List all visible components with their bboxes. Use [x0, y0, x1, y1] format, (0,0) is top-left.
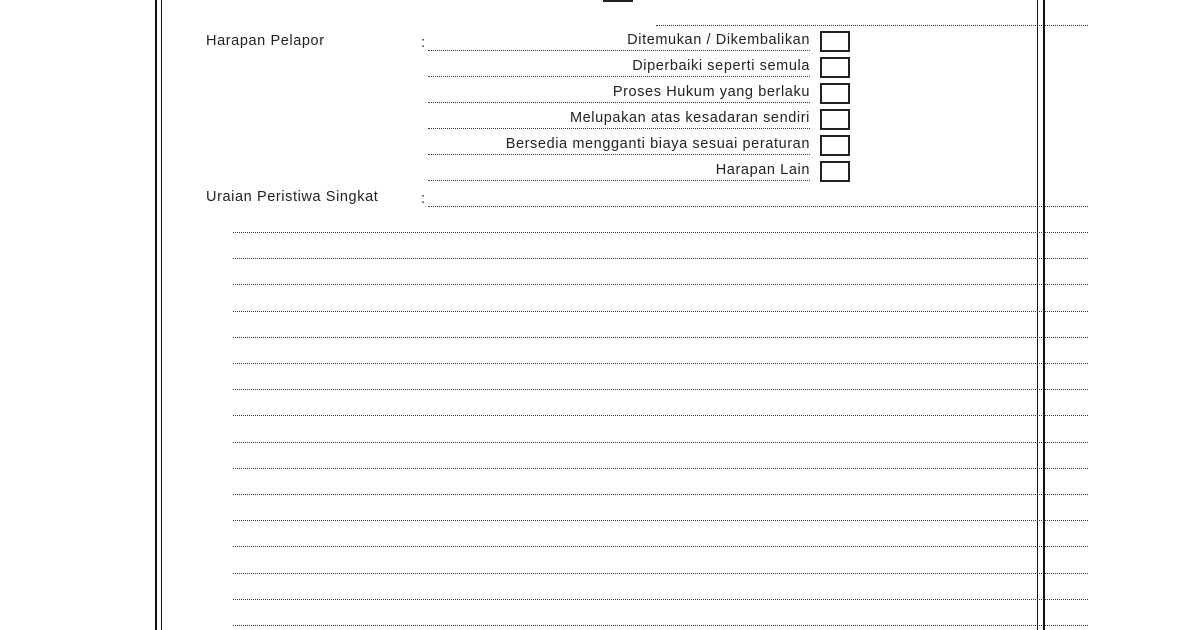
uraian-writing-line[interactable]: [233, 599, 1088, 600]
uraian-writing-line[interactable]: [233, 442, 1088, 443]
harapan-pelapor-label: Harapan Pelapor: [206, 33, 325, 49]
option-mengganti-biaya-label: Bersedia mengganti biaya sesuai peraturan: [505, 136, 810, 152]
harapan-pelapor-colon: :: [421, 35, 426, 51]
uraian-writing-line[interactable]: [233, 311, 1088, 312]
uraian-writing-line[interactable]: [233, 573, 1088, 574]
uraian-writing-line[interactable]: [233, 258, 1088, 259]
harapan-fill-line[interactable]: [428, 50, 810, 51]
uraian-writing-line[interactable]: [233, 546, 1088, 547]
uraian-writing-line[interactable]: [233, 520, 1088, 521]
uraian-writing-line[interactable]: [233, 494, 1088, 495]
harapan-fill-line[interactable]: [428, 154, 810, 155]
uraian-peristiwa-label: Uraian Peristiwa Singkat: [206, 189, 379, 205]
uraian-writing-line[interactable]: [233, 468, 1088, 469]
frame-right-outer: [1043, 0, 1045, 630]
frame-left-outer: [155, 0, 157, 630]
uraian-first-line[interactable]: [428, 206, 1088, 207]
uraian-writing-line[interactable]: [233, 625, 1088, 626]
uraian-writing-line[interactable]: [233, 363, 1088, 364]
harapan-fill-line[interactable]: [428, 128, 810, 129]
harapan-fill-line[interactable]: [428, 76, 810, 77]
harapan-fill-line[interactable]: [428, 102, 810, 103]
option-diperbaiki-label: Diperbaiki seperti semula: [632, 58, 810, 74]
option-melupakan-checkbox[interactable]: [820, 109, 850, 130]
uraian-writing-line[interactable]: [233, 389, 1088, 390]
top-checkbox[interactable]: [603, 0, 633, 2]
option-proses-hukum-checkbox[interactable]: [820, 83, 850, 104]
option-diperbaiki-checkbox[interactable]: [820, 57, 850, 78]
option-proses-hukum-label: Proses Hukum yang berlaku: [612, 84, 810, 100]
uraian-writing-line[interactable]: [233, 415, 1088, 416]
harapan-fill-line[interactable]: [428, 180, 810, 181]
option-mengganti-biaya-checkbox[interactable]: [820, 135, 850, 156]
top-fill-line-2[interactable]: [656, 25, 1088, 26]
uraian-peristiwa-colon: :: [421, 191, 426, 207]
uraian-writing-line[interactable]: [233, 284, 1088, 285]
option-ditemukan-label: Ditemukan / Dikembalikan: [627, 32, 810, 48]
uraian-writing-line[interactable]: [233, 337, 1088, 338]
option-melupakan-label: Melupakan atas kesadaran sendiri: [569, 110, 810, 126]
option-ditemukan-checkbox[interactable]: [820, 31, 850, 52]
option-harapan-lain-checkbox[interactable]: [820, 161, 850, 182]
frame-right-inner: [1037, 0, 1038, 630]
frame-left-inner: [161, 0, 162, 630]
option-harapan-lain-label: Harapan Lain: [715, 162, 810, 178]
uraian-writing-line[interactable]: [233, 232, 1088, 233]
